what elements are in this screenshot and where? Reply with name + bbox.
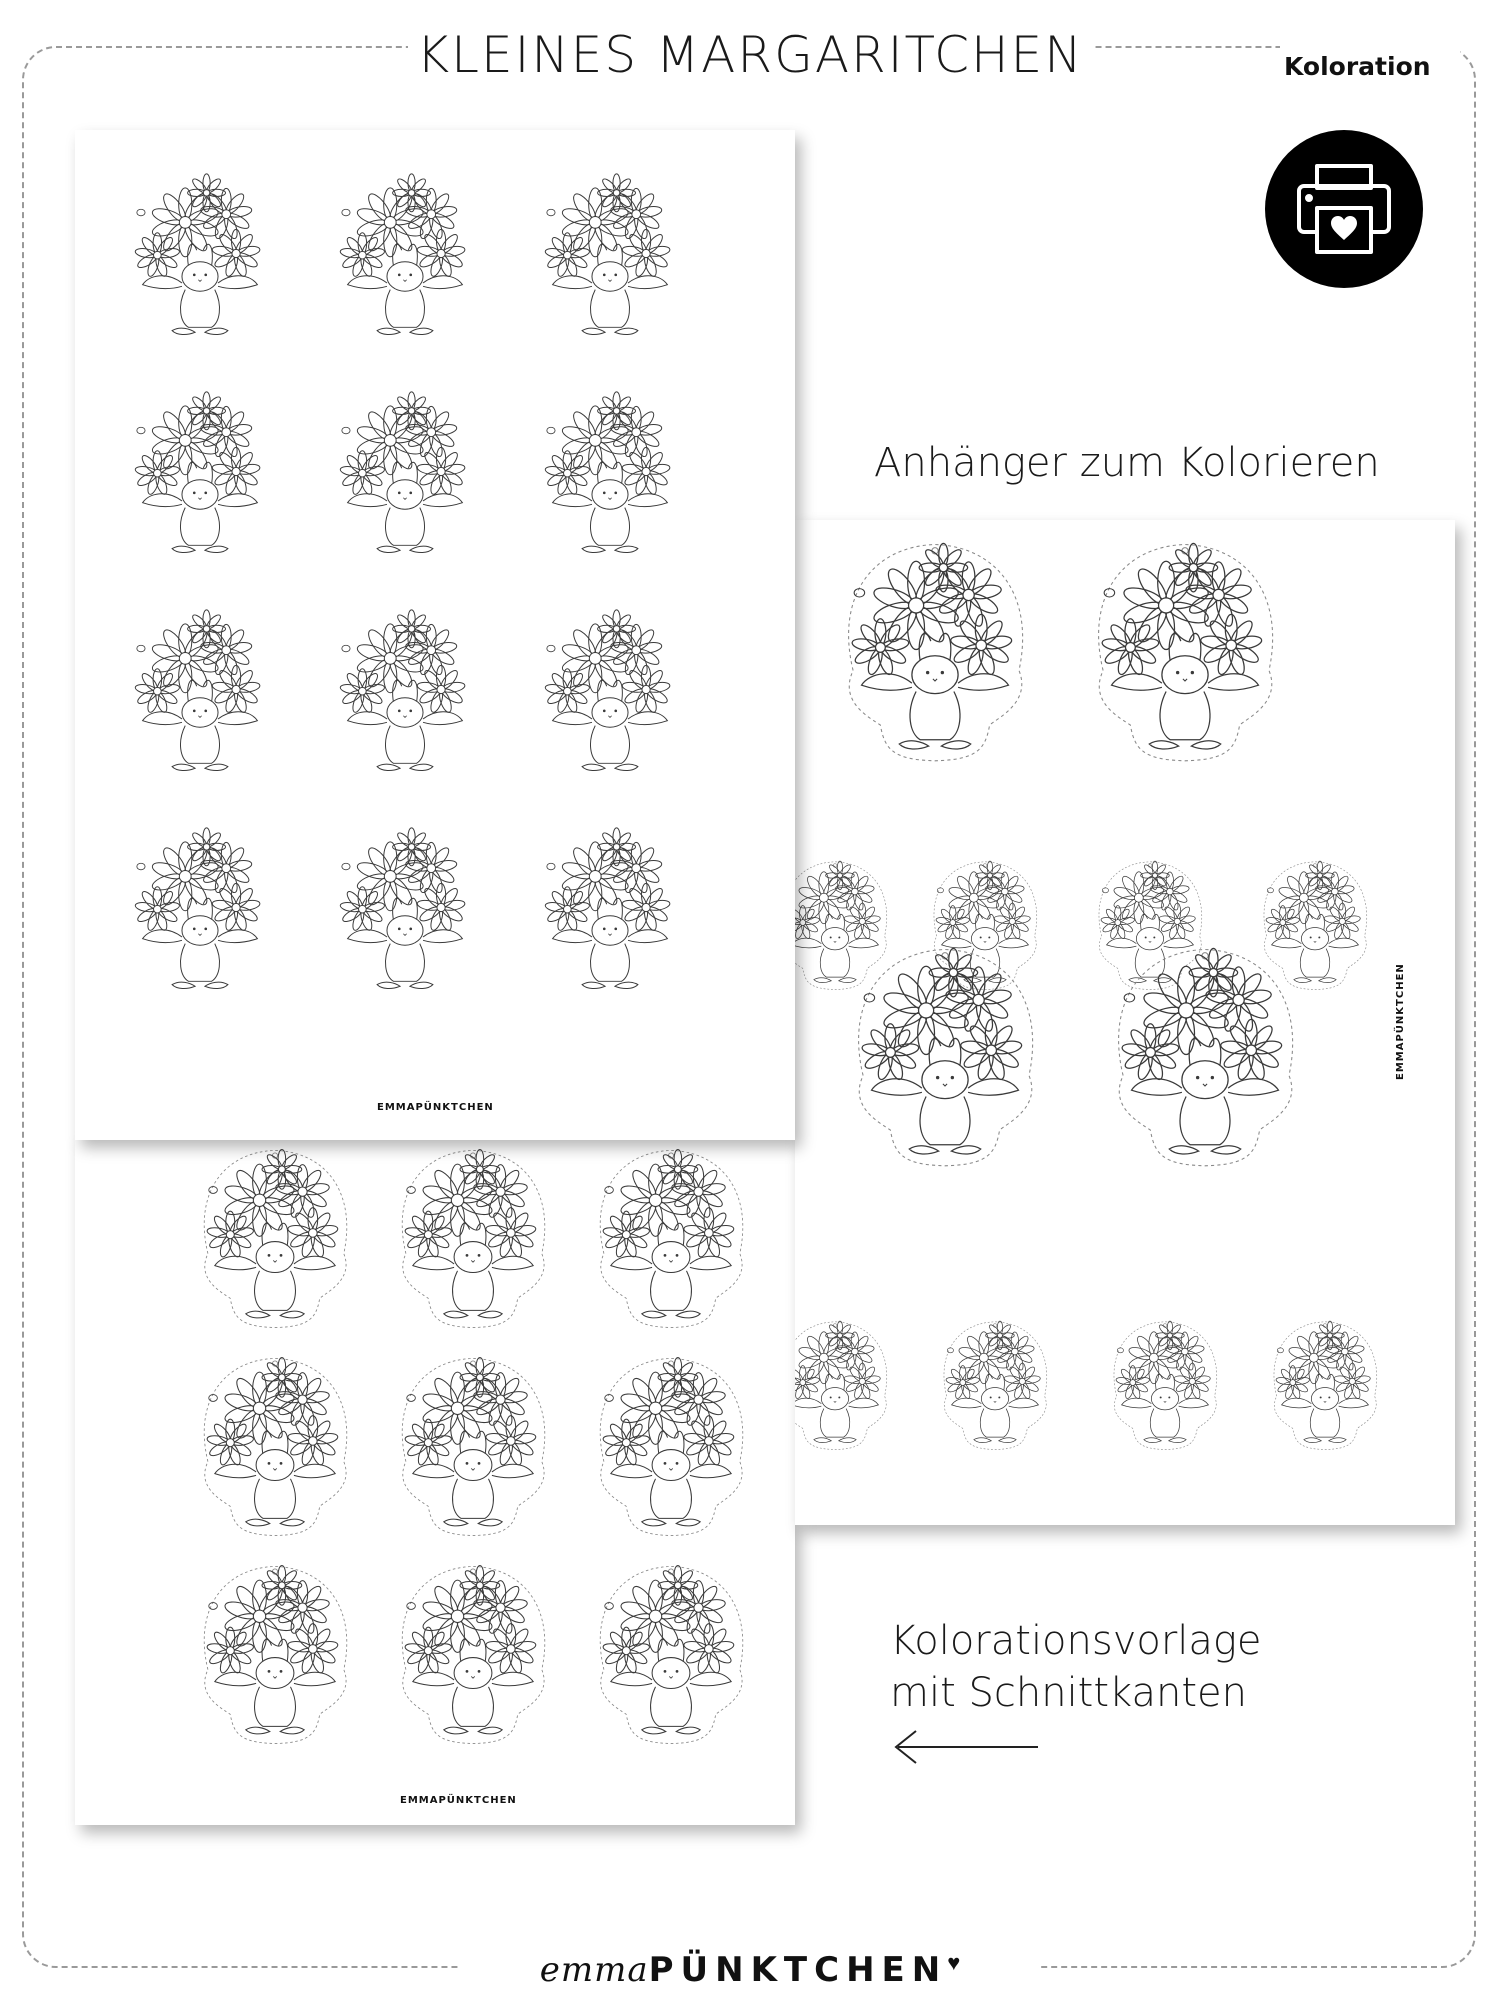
- bunny-illustration: [600, 1149, 743, 1327]
- bunny-illustration: [944, 1321, 1047, 1449]
- bunny-illustration: [402, 1565, 545, 1743]
- bunny-illustration: [340, 828, 466, 989]
- sheet-brand-hangers: EMMAPÜNKTCHEN: [1395, 963, 1406, 1080]
- bunny-illustration: [204, 1357, 347, 1535]
- bunny-illustration: [402, 1357, 545, 1535]
- bunny-illustration: [340, 610, 466, 771]
- brand-footer: [460, 1950, 1040, 1990]
- bunny-illustration: [795, 861, 887, 989]
- bunny-illustration: [135, 610, 261, 771]
- template-caption-line1: Kolorationsvorlage: [890, 1618, 1262, 1664]
- bunny-illustration: [135, 828, 261, 989]
- cutline-template-sheet: [75, 1135, 795, 1825]
- bunny-illustration: [135, 174, 261, 335]
- hangers-sheet: [795, 520, 1455, 1525]
- bunny-illustration: [545, 174, 671, 335]
- bunny-illustration: [204, 1565, 347, 1743]
- bunny-illustration: [600, 1357, 743, 1535]
- bunny-illustration: [600, 1565, 743, 1743]
- heart-icon: ♥: [947, 1950, 961, 1975]
- hangers-caption: Anhänger zum Kolorieren: [874, 440, 1380, 486]
- hangers-art: [795, 520, 1455, 1525]
- arrow-left-icon: [892, 1725, 1042, 1769]
- bunny-illustration: [795, 1321, 887, 1449]
- footer-bold: PÜNKTCHEN: [648, 1950, 948, 1990]
- bunny-illustration: [1274, 1321, 1377, 1449]
- bunny-illustration: [1099, 861, 1202, 989]
- coloring-sheet: [75, 130, 795, 1140]
- footer-script: emma: [539, 1950, 649, 1990]
- bunny-illustration: [340, 174, 466, 335]
- bunny-illustration: [1114, 1321, 1217, 1449]
- template-caption: [890, 1615, 1310, 1719]
- page-title: KLEINES MARGARITCHEN: [416, 26, 1084, 84]
- bunny-illustration: [204, 1149, 347, 1327]
- bunny-illustration: [135, 392, 261, 553]
- bunny-illustration: [545, 828, 671, 989]
- cutline-template-art: [75, 1135, 795, 1825]
- sheet-brand-coloring: EMMAPÜNKTCHEN: [377, 1102, 494, 1113]
- category-tag: Koloration: [1284, 52, 1431, 81]
- template-caption-line2: mit Schnittkanten: [890, 1670, 1248, 1716]
- bunny-illustration: [545, 392, 671, 553]
- bunny-illustration: [545, 610, 671, 771]
- bunny-illustration: [1119, 948, 1293, 1165]
- printer-badge: [1265, 130, 1423, 288]
- coloring-art: [75, 130, 795, 1140]
- bunny-illustration: [1099, 543, 1273, 760]
- sheet-brand-cutline: EMMAPÜNKTCHEN: [400, 1795, 517, 1806]
- bunny-illustration: [859, 948, 1033, 1165]
- printer-heart-icon: [1265, 130, 1423, 288]
- bunny-illustration: [849, 543, 1023, 760]
- bunny-illustration: [402, 1149, 545, 1327]
- bunny-illustration: [1264, 861, 1367, 989]
- bunny-illustration: [340, 392, 466, 553]
